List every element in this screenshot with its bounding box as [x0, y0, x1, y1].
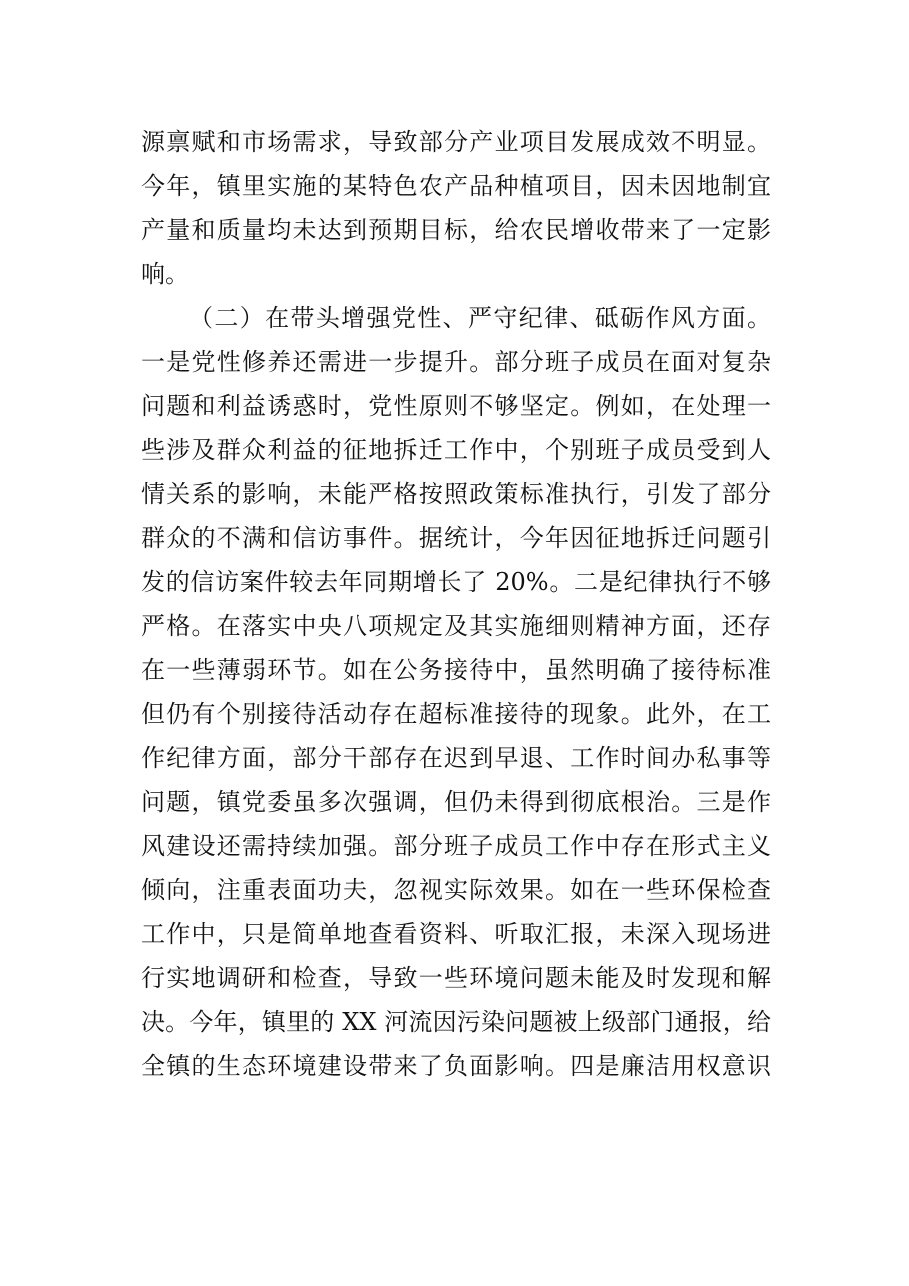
paragraph-line: 些涉及群众利益的征地拆迁工作中，个别班子成员受到人 — [141, 436, 771, 464]
paragraph-line: 全镇的生态环境建设带来了负面影响。四是廉洁用权意识 — [141, 1052, 771, 1080]
paragraph-line: 行实地调研和检查，导致一些环境问题未能及时发现和解 — [141, 964, 771, 992]
paragraph-line: 今年，镇里实施的某特色农产品种植项目，因未因地制宜 — [141, 172, 771, 200]
paragraph-line: 发的信访案件较去年同期增长了 20%。二是纪律执行不够 — [141, 568, 771, 596]
paragraph-line: 但仍有个别接待活动存在超标准接待的现象。此外，在工 — [141, 700, 771, 728]
paragraph-line: 响。 — [141, 260, 189, 288]
section-heading: （二）在带头增强党性、严守纪律、砥砺作风方面。 — [189, 304, 771, 332]
paragraph-line: 群众的不满和信访事件。据统计，今年因征地拆迁问题引 — [141, 524, 771, 552]
paragraph-line: 产量和质量均未达到预期目标，给农民增收带来了一定影 — [141, 216, 771, 244]
paragraph-line: 工作中，只是简单地查看资料、听取汇报，未深入现场进 — [141, 920, 771, 948]
paragraph-line: 作纪律方面，部分干部存在迟到早退、工作时间办私事等 — [141, 744, 771, 772]
paragraph-line: 一是党性修养还需进一步提升。部分班子成员在面对复杂 — [141, 348, 771, 376]
paragraph-line: 情关系的影响，未能严格按照政策标准执行，引发了部分 — [141, 480, 771, 508]
paragraph-line: 严格。在落实中央八项规定及其实施细则精神方面，还存 — [141, 612, 771, 640]
paragraph-line: 在一些薄弱环节。如在公务接待中，虽然明确了接待标准 — [141, 656, 771, 684]
paragraph-line: 风建设还需持续加强。部分班子成员工作中存在形式主义 — [141, 832, 771, 860]
paragraph-line: 源禀赋和市场需求，导致部分产业项目发展成效不明显。 — [141, 128, 771, 156]
paragraph-line: 问题和利益诱惑时，党性原则不够坚定。例如，在处理一 — [141, 392, 771, 420]
paragraph-line: 倾向，注重表面功夫，忽视实际效果。如在一些环保检查 — [141, 876, 771, 904]
paragraph-line: 决。今年，镇里的 XX 河流因污染问题被上级部门通报，给 — [141, 1008, 771, 1036]
paragraph-line: 问题，镇党委虽多次强调，但仍未得到彻底根治。三是作 — [141, 788, 771, 816]
